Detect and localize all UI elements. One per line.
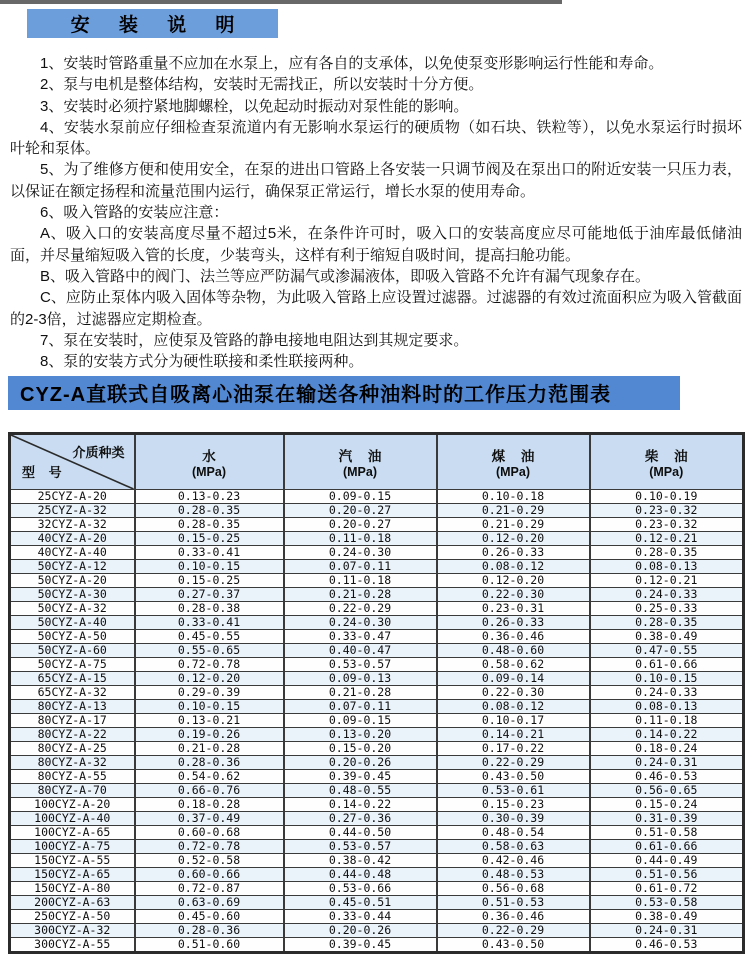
diesel-pressure-cell: 0.24-0.31 — [590, 924, 744, 938]
pressure-table-body — [10, 490, 744, 953]
water-pressure-cell: 0.72-0.78 — [135, 658, 284, 672]
gasoline-pressure-cell: 0.27-0.36 — [284, 812, 437, 826]
table-row — [10, 658, 744, 672]
instruction-paragraph: 8、泵的安装方式分为硬性联接和柔性联接两种。 — [40, 353, 364, 371]
column-header-diesel: 柴 油 (MPa) — [590, 434, 744, 490]
diesel-pressure-cell: 0.61-0.66 — [590, 840, 744, 854]
scan-edge-artifact — [0, 0, 562, 4]
model-cell: 300CYZ-A-32 — [10, 924, 135, 938]
kerosene-pressure-cell: 0.23-0.31 — [437, 602, 590, 616]
kerosene-pressure-cell: 0.10-0.17 — [437, 714, 590, 728]
gasoline-pressure-cell: 0.33-0.44 — [284, 910, 437, 924]
water-pressure-cell: 0.60-0.66 — [135, 868, 284, 882]
diesel-pressure-cell: 0.24-0.33 — [590, 588, 744, 602]
instruction-paragraph: B、吸入管路中的阀门、法兰等应严防漏气或渗漏液体，即吸入管路不允许有漏气现象存在。 — [40, 267, 651, 285]
diesel-pressure-cell: 0.25-0.33 — [590, 602, 744, 616]
kerosene-pressure-cell: 0.21-0.29 — [437, 518, 590, 532]
corner-header-cell — [10, 434, 135, 490]
diesel-pressure-cell: 0.08-0.13 — [590, 700, 744, 714]
gasoline-pressure-cell: 0.45-0.51 — [284, 896, 437, 910]
kerosene-pressure-cell: 0.22-0.29 — [437, 756, 590, 770]
model-cell: 40CYZ-A-40 — [10, 546, 135, 560]
water-pressure-cell: 0.45-0.60 — [135, 910, 284, 924]
gasoline-pressure-cell: 0.48-0.55 — [284, 784, 437, 798]
water-pressure-cell: 0.15-0.25 — [135, 532, 284, 546]
kerosene-pressure-cell: 0.48-0.54 — [437, 826, 590, 840]
column-header-water: 水 (MPa) — [135, 434, 284, 490]
water-pressure-cell: 0.13-0.21 — [135, 714, 284, 728]
gasoline-pressure-cell: 0.20-0.27 — [284, 504, 437, 518]
diesel-pressure-cell: 0.12-0.21 — [590, 574, 744, 588]
diesel-pressure-cell: 0.24-0.31 — [590, 756, 744, 770]
kerosene-pressure-cell: 0.15-0.23 — [437, 798, 590, 812]
water-pressure-cell: 0.37-0.49 — [135, 812, 284, 826]
kerosene-pressure-cell: 0.22-0.30 — [437, 588, 590, 602]
kerosene-pressure-cell: 0.43-0.50 — [437, 938, 590, 953]
gasoline-pressure-cell: 0.20-0.26 — [284, 756, 437, 770]
model-cell: 50CYZ-A-30 — [10, 588, 135, 602]
corner-label-media-type: 介质种类 — [72, 445, 125, 460]
table-row — [10, 686, 744, 700]
water-pressure-cell: 0.72-0.87 — [135, 882, 284, 896]
model-cell: 50CYZ-A-75 — [10, 658, 135, 672]
instruction-paragraph: 1、安装时管路重量不应加在水泵上，应有各自的支承体，以免使泵变形影响运行性能和寿命。 — [40, 55, 664, 72]
table-row — [10, 770, 744, 784]
model-cell: 50CYZ-A-12 — [10, 560, 135, 574]
table-row — [10, 756, 744, 770]
water-pressure-cell: 0.28-0.35 — [135, 504, 284, 518]
gasoline-pressure-cell: 0.38-0.42 — [284, 854, 437, 868]
gasoline-pressure-cell: 0.11-0.18 — [284, 574, 437, 588]
table-row — [10, 546, 744, 560]
table-banner-text: CYZ-A直联式自吸离心油泵在输送各种油料时的工作压力范围表 — [20, 384, 612, 406]
water-pressure-cell: 0.33-0.41 — [135, 616, 284, 630]
kerosene-pressure-cell: 0.12-0.20 — [437, 532, 590, 546]
column-header-gasoline: 汽 油 (MPa) — [284, 434, 437, 490]
water-pressure-cell: 0.15-0.25 — [135, 574, 284, 588]
water-pressure-cell: 0.60-0.68 — [135, 826, 284, 840]
water-pressure-cell: 0.27-0.37 — [135, 588, 284, 602]
kerosene-pressure-cell: 0.21-0.29 — [437, 504, 590, 518]
kerosene-pressure-cell: 0.12-0.20 — [437, 574, 590, 588]
model-cell: 80CYZ-A-22 — [10, 728, 135, 742]
model-cell: 100CYZ-A-40 — [10, 812, 135, 826]
gasoline-pressure-cell: 0.24-0.30 — [284, 546, 437, 560]
water-pressure-cell: 0.33-0.41 — [135, 546, 284, 560]
kerosene-pressure-cell: 0.51-0.53 — [437, 896, 590, 910]
kerosene-pressure-cell: 0.10-0.18 — [437, 490, 590, 504]
kerosene-pressure-cell: 0.43-0.50 — [437, 770, 590, 784]
diesel-pressure-cell: 0.24-0.33 — [590, 686, 744, 700]
table-row — [10, 896, 744, 910]
diesel-pressure-cell: 0.11-0.18 — [590, 714, 744, 728]
model-cell: 40CYZ-A-20 — [10, 532, 135, 546]
kerosene-pressure-cell: 0.17-0.22 — [437, 742, 590, 756]
water-pressure-cell: 0.52-0.58 — [135, 854, 284, 868]
water-pressure-cell: 0.54-0.62 — [135, 770, 284, 784]
installation-instructions — [10, 53, 742, 372]
diesel-pressure-cell: 0.08-0.13 — [590, 560, 744, 574]
gasoline-pressure-cell: 0.40-0.47 — [284, 644, 437, 658]
table-row — [10, 714, 744, 728]
water-pressure-cell: 0.10-0.15 — [135, 700, 284, 714]
table-row — [10, 630, 744, 644]
water-pressure-cell: 0.19-0.26 — [135, 728, 284, 742]
table-row — [10, 742, 744, 756]
gasoline-pressure-cell: 0.21-0.28 — [284, 686, 437, 700]
table-row — [10, 854, 744, 868]
instruction-paragraph: 7、泵在安装时，应使泵及管路的静电接地电阻达到其规定要求。 — [40, 331, 469, 349]
gasoline-pressure-cell: 0.20-0.26 — [284, 924, 437, 938]
table-row — [10, 700, 744, 714]
diesel-pressure-cell: 0.46-0.53 — [590, 770, 744, 784]
table-row — [10, 882, 744, 896]
model-cell: 80CYZ-A-13 — [10, 700, 135, 714]
table-row — [10, 728, 744, 742]
instruction-paragraph: 2、泵与电机是整体结构，安装时无需找正，所以安装时十分方便。 — [40, 76, 484, 94]
water-pressure-cell: 0.21-0.28 — [135, 742, 284, 756]
table-row — [10, 672, 744, 686]
model-cell: 150CYZ-A-80 — [10, 882, 135, 896]
model-cell: 50CYZ-A-50 — [10, 630, 135, 644]
diesel-pressure-cell: 0.10-0.15 — [590, 672, 744, 686]
water-pressure-cell: 0.63-0.69 — [135, 896, 284, 910]
model-cell: 50CYZ-A-32 — [10, 602, 135, 616]
water-pressure-cell: 0.12-0.20 — [135, 672, 284, 686]
model-cell: 100CYZ-A-75 — [10, 840, 135, 854]
diesel-pressure-cell: 0.28-0.35 — [590, 546, 744, 560]
model-cell: 65CYZ-A-32 — [10, 686, 135, 700]
gasoline-pressure-cell: 0.07-0.11 — [284, 700, 437, 714]
diesel-pressure-cell: 0.23-0.32 — [590, 518, 744, 532]
water-pressure-cell: 0.28-0.36 — [135, 924, 284, 938]
diesel-pressure-cell: 0.18-0.24 — [590, 742, 744, 756]
table-row — [10, 504, 744, 518]
kerosene-pressure-cell: 0.58-0.63 — [437, 840, 590, 854]
gasoline-pressure-cell: 0.09-0.13 — [284, 672, 437, 686]
model-cell: 80CYZ-A-17 — [10, 714, 135, 728]
gasoline-pressure-cell: 0.22-0.29 — [284, 602, 437, 616]
table-row — [10, 798, 744, 812]
water-pressure-cell: 0.51-0.60 — [135, 938, 284, 953]
gasoline-pressure-cell: 0.53-0.66 — [284, 882, 437, 896]
model-cell: 100CYZ-A-20 — [10, 798, 135, 812]
instruction-paragraph: A、吸入口的安装高度尽量不超过5米，在条件许可时，吸入口的安装高度应尽可能地低于油库最低储油面，并尽量缩短吸入管的长度，少装弯头，这样有利于缩短自吸时间，提高扫舱功能。 — [10, 225, 742, 264]
instruction-paragraph: 5、为了维修方便和使用安全，在泵的进出口管路上各安装一只调节阀及在泵出口的附近安装一只压力表，以保证在额定扬程和流量范围内运行，确保泵正常运行，增长水泵的使用寿命。 — [10, 161, 742, 200]
water-pressure-cell: 0.10-0.15 — [135, 560, 284, 574]
column-header-kerosene: 煤 油 (MPa) — [437, 434, 590, 490]
instruction-paragraph: 6、吸入管路的安装应注意： — [40, 204, 229, 222]
table-row — [10, 616, 744, 630]
model-cell: 80CYZ-A-55 — [10, 770, 135, 784]
table-row — [10, 518, 744, 532]
section-title-installation — [27, 9, 278, 38]
gasoline-pressure-cell: 0.09-0.15 — [284, 490, 437, 504]
gasoline-pressure-cell: 0.07-0.11 — [284, 560, 437, 574]
gasoline-pressure-cell: 0.21-0.28 — [284, 588, 437, 602]
table-row — [10, 588, 744, 602]
kerosene-pressure-cell: 0.36-0.46 — [437, 910, 590, 924]
kerosene-pressure-cell: 0.08-0.12 — [437, 560, 590, 574]
kerosene-pressure-cell: 0.09-0.14 — [437, 672, 590, 686]
kerosene-pressure-cell: 0.22-0.30 — [437, 686, 590, 700]
table-row — [10, 574, 744, 588]
kerosene-pressure-cell: 0.14-0.21 — [437, 728, 590, 742]
model-cell: 300CYZ-A-55 — [10, 938, 135, 953]
kerosene-pressure-cell: 0.48-0.60 — [437, 644, 590, 658]
gasoline-pressure-cell: 0.09-0.15 — [284, 714, 437, 728]
kerosene-pressure-cell: 0.30-0.39 — [437, 812, 590, 826]
kerosene-pressure-cell: 0.26-0.33 — [437, 546, 590, 560]
gasoline-pressure-cell: 0.24-0.30 — [284, 616, 437, 630]
diesel-pressure-cell: 0.46-0.53 — [590, 938, 744, 953]
gasoline-pressure-cell: 0.39-0.45 — [284, 770, 437, 784]
table-row — [10, 784, 744, 798]
gasoline-pressure-cell: 0.11-0.18 — [284, 532, 437, 546]
gasoline-pressure-cell: 0.20-0.27 — [284, 518, 437, 532]
table-row — [10, 490, 744, 504]
model-cell: 150CYZ-A-55 — [10, 854, 135, 868]
gasoline-pressure-cell: 0.13-0.20 — [284, 728, 437, 742]
table-row — [10, 644, 744, 658]
table-row — [10, 938, 744, 953]
model-cell: 80CYZ-A-32 — [10, 756, 135, 770]
gasoline-pressure-cell: 0.15-0.20 — [284, 742, 437, 756]
table-row — [10, 560, 744, 574]
table-row — [10, 924, 744, 938]
kerosene-pressure-cell: 0.42-0.46 — [437, 854, 590, 868]
diesel-pressure-cell: 0.14-0.22 — [590, 728, 744, 742]
diesel-pressure-cell: 0.31-0.39 — [590, 812, 744, 826]
water-pressure-cell: 0.13-0.23 — [135, 490, 284, 504]
table-row — [10, 812, 744, 826]
water-pressure-cell: 0.28-0.36 — [135, 756, 284, 770]
water-pressure-cell: 0.28-0.35 — [135, 518, 284, 532]
table-row — [10, 602, 744, 616]
kerosene-pressure-cell: 0.26-0.33 — [437, 616, 590, 630]
diesel-pressure-cell: 0.38-0.49 — [590, 910, 744, 924]
diesel-pressure-cell: 0.61-0.72 — [590, 882, 744, 896]
model-cell: 25CYZ-A-32 — [10, 504, 135, 518]
diesel-pressure-cell: 0.23-0.32 — [590, 504, 744, 518]
gasoline-pressure-cell: 0.53-0.57 — [284, 840, 437, 854]
model-cell: 200CYZ-A-63 — [10, 896, 135, 910]
water-pressure-cell: 0.55-0.65 — [135, 644, 284, 658]
model-cell: 80CYZ-A-25 — [10, 742, 135, 756]
diesel-pressure-cell: 0.15-0.24 — [590, 798, 744, 812]
table-row — [10, 532, 744, 546]
table-row — [10, 840, 744, 854]
gasoline-pressure-cell: 0.39-0.45 — [284, 938, 437, 953]
diesel-pressure-cell: 0.51-0.56 — [590, 868, 744, 882]
kerosene-pressure-cell: 0.53-0.61 — [437, 784, 590, 798]
gasoline-pressure-cell: 0.33-0.47 — [284, 630, 437, 644]
gasoline-pressure-cell: 0.14-0.22 — [284, 798, 437, 812]
kerosene-pressure-cell: 0.56-0.68 — [437, 882, 590, 896]
diesel-pressure-cell: 0.61-0.66 — [590, 658, 744, 672]
model-cell: 50CYZ-A-60 — [10, 644, 135, 658]
table-row — [10, 910, 744, 924]
diesel-pressure-cell: 0.44-0.49 — [590, 854, 744, 868]
table-banner-title — [8, 376, 680, 410]
model-cell: 80CYZ-A-70 — [10, 784, 135, 798]
water-pressure-cell: 0.28-0.38 — [135, 602, 284, 616]
model-cell: 32CYZ-A-32 — [10, 518, 135, 532]
kerosene-pressure-cell: 0.36-0.46 — [437, 630, 590, 644]
corner-label-model: 型 号 — [22, 465, 67, 480]
section-title-text: 安 装 说 明 — [70, 15, 247, 36]
table-row — [10, 868, 744, 882]
model-cell: 65CYZ-A-15 — [10, 672, 135, 686]
gasoline-pressure-cell: 0.44-0.50 — [284, 826, 437, 840]
water-pressure-cell: 0.45-0.55 — [135, 630, 284, 644]
model-cell: 25CYZ-A-20 — [10, 490, 135, 504]
table-row — [10, 826, 744, 840]
kerosene-pressure-cell: 0.22-0.29 — [437, 924, 590, 938]
instruction-paragraph: 3、安装时必须拧紧地脚螺栓，以免起动时振动对泵性能的影响。 — [40, 97, 469, 115]
diesel-pressure-cell: 0.51-0.58 — [590, 826, 744, 840]
instruction-paragraph: 4、安装水泵前应仔细检查泵流道内有无影响水泵运行的硬质物（如石块、铁粒等），以免水泵运行时损坏叶轮和泵体。 — [10, 118, 742, 158]
kerosene-pressure-cell: 0.58-0.62 — [437, 658, 590, 672]
pressure-range-table — [8, 432, 745, 954]
water-pressure-cell: 0.18-0.28 — [135, 798, 284, 812]
gasoline-pressure-cell: 0.53-0.57 — [284, 658, 437, 672]
model-cell: 50CYZ-A-20 — [10, 574, 135, 588]
kerosene-pressure-cell: 0.08-0.12 — [437, 700, 590, 714]
model-cell: 100CYZ-A-65 — [10, 826, 135, 840]
table-header-row — [10, 434, 744, 490]
diesel-pressure-cell: 0.10-0.19 — [590, 490, 744, 504]
kerosene-pressure-cell: 0.48-0.53 — [437, 868, 590, 882]
diesel-pressure-cell: 0.12-0.21 — [590, 532, 744, 546]
diesel-pressure-cell: 0.47-0.55 — [590, 644, 744, 658]
model-cell: 250CYZ-A-50 — [10, 910, 135, 924]
model-cell: 50CYZ-A-40 — [10, 616, 135, 630]
diesel-pressure-cell: 0.38-0.49 — [590, 630, 744, 644]
diesel-pressure-cell: 0.53-0.58 — [590, 896, 744, 910]
water-pressure-cell: 0.66-0.76 — [135, 784, 284, 798]
water-pressure-cell: 0.72-0.78 — [135, 840, 284, 854]
diesel-pressure-cell: 0.56-0.65 — [590, 784, 744, 798]
model-cell: 150CYZ-A-65 — [10, 868, 135, 882]
diesel-pressure-cell: 0.28-0.35 — [590, 616, 744, 630]
water-pressure-cell: 0.29-0.39 — [135, 686, 284, 700]
gasoline-pressure-cell: 0.44-0.48 — [284, 868, 437, 882]
instruction-paragraph: C、应防止泵体内吸入固体等杂物，为此吸入管路上应设置过滤器。过滤器的有效过流面积应为吸入管截面的2-3倍，过滤器应定期检查。 — [10, 289, 742, 328]
